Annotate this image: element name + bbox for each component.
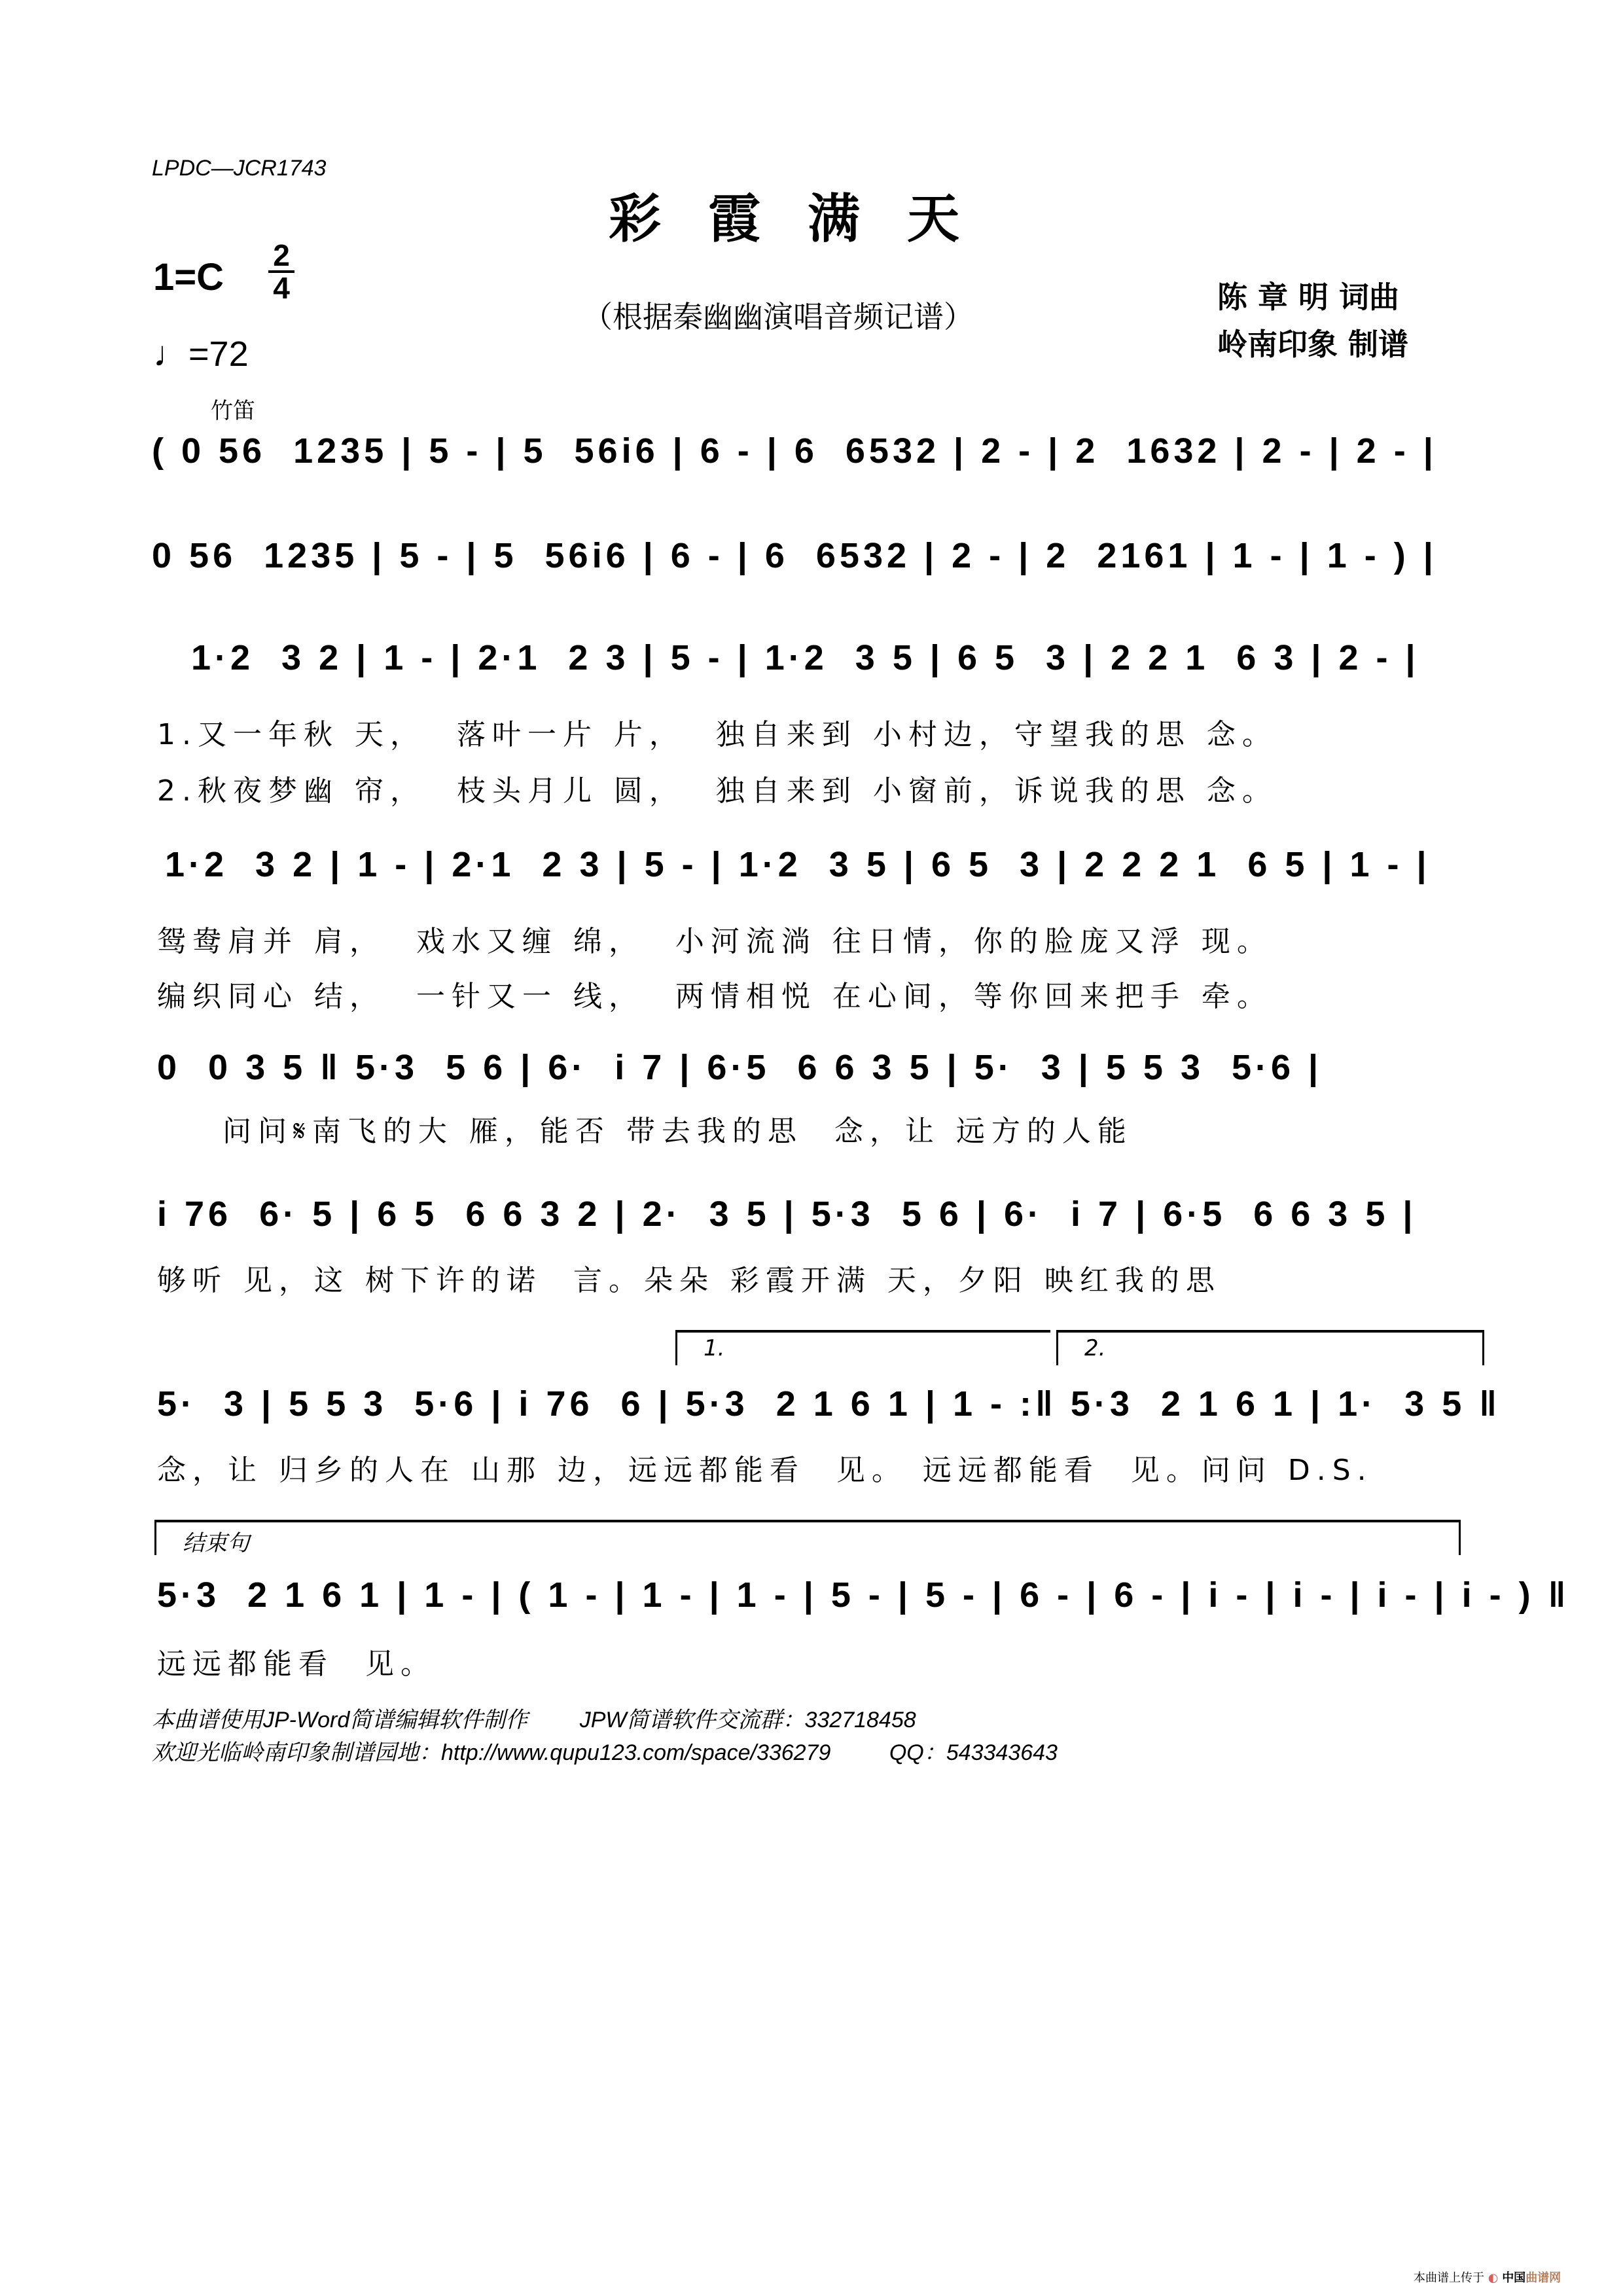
volta-1-label: 1. xyxy=(704,1335,725,1361)
time-signature xyxy=(268,238,294,305)
lyric-line: 问问𝄋南飞的大 雁，能否 带去我的思 念，让 远方的人能 xyxy=(191,1115,1133,1148)
lyric-line: 远远都能看 见。 xyxy=(157,1647,436,1681)
footer-line-2 xyxy=(152,1734,1058,1767)
brand-color: 曲谱网 xyxy=(1525,2271,1561,2285)
ending-label: 结束句 xyxy=(183,1530,249,1556)
score-code: LPDC—JCR1743 xyxy=(152,156,327,181)
notation-line: 1·2 3 2 | 1 - | 2·1 2 3 | 5 - | 1·2 3 5 | 6 5 3 | 2 2 1 6 3 | 2 - | xyxy=(191,638,1419,677)
composer-credit: 陈 章 明 词曲 xyxy=(1217,279,1400,315)
lyric-verse-2: 2.秋夜梦幽 帘， 枝头月儿 圆， 独自来到 小窗前，诉说我的思 念。 xyxy=(157,774,1277,808)
upload-prefix: 本曲谱上传于 xyxy=(1414,2271,1484,2285)
upload-watermark xyxy=(1414,2269,1561,2286)
lyric-verse-1: 鸳鸯肩并 肩， 戏水又缠 绵， 小河流淌 往日情，你的脸庞又浮 现。 xyxy=(157,925,1272,958)
instrument-label: 竹笛 xyxy=(211,398,255,424)
lyric-line: 念，让 归乡的人在 山那 边，远远都能看 见。 远远都能看 见。问问 D.S. xyxy=(157,1454,1373,1487)
time-signature-bottom: 4 xyxy=(273,271,290,305)
lyric-verse-2: 编织同心 结， 一针又一 线， 两情相悦 在心间，等你回来把手 牵。 xyxy=(157,980,1272,1013)
ending-bracket xyxy=(154,1520,1461,1555)
score-system-8 xyxy=(152,1518,1570,1689)
notation-line: 5· 3 | 5 5 3 5·6 | i 76 6 | 5·3 2 1 6 1 | 1 - :‖ 5·3 2 1 6 1 | 1· 3 5 ‖ xyxy=(157,1384,1501,1424)
lyric-verse-1: 1.又一年秋 天， 落叶一片 片， 独自来到 小村边，守望我的思 念。 xyxy=(157,718,1277,751)
score-system-5 xyxy=(152,1034,1487,1152)
score-system-1 xyxy=(152,393,1487,497)
lyric-line: 够听 见，这 树下许的诺 言。朵朵 彩霞开满 天，夕阳 映红我的思 xyxy=(157,1264,1221,1297)
key-signature: 1=C xyxy=(153,256,224,298)
website-link[interactable]: 欢迎光临岭南印象制谱园地：http://www.qupu123.com/space/336279 xyxy=(152,1740,831,1765)
notation-line: i 76 6· 5 | 6 5 6 6 3 2 | 2· 3 5 | 5·3 5 6 | 6· i 7 | 6·5 6 6 3 5 | xyxy=(157,1194,1417,1234)
score-system-2 xyxy=(152,511,1487,602)
tempo-marking: ♩=72 xyxy=(153,334,249,374)
subtitle: （根据秦幽幽演唱音频记谱） xyxy=(582,299,974,334)
score-system-4 xyxy=(152,825,1487,1021)
notation-line: 0 56 1235 | 5 - | 5 56i6 | 6 - | 6 6532 | 2 - | 2 2161 | 1 - | 1 - ) | xyxy=(152,536,1437,575)
volta-1-bracket xyxy=(675,1330,1050,1365)
volta-2-bracket xyxy=(1056,1330,1484,1365)
qq-contact: QQ：543343643 xyxy=(889,1740,1058,1765)
arranger-credit: 岭南印象 制谱 xyxy=(1217,327,1409,362)
footer-line-1 xyxy=(152,1702,916,1734)
time-signature-top: 2 xyxy=(273,238,290,272)
credits xyxy=(1217,274,1408,368)
volta-2-label: 2. xyxy=(1084,1335,1106,1361)
notation-line: 5·3 2 1 6 1 | 1 - | ( 1 - | 1 - | 1 - | 5 - | 5 - | 6 - | 6 - | i - | i - | i - | i - ) ‖ xyxy=(157,1575,1570,1615)
notation-line: 1·2 3 2 | 1 - | 2·1 2 3 | 5 - | 1·2 3 5 | 6 5 3 | 2 2 2 1 6 5 | 1 - | xyxy=(165,845,1431,884)
software-credit: 本曲谱使用JP-Word简谱编辑软件制作 xyxy=(152,1708,528,1732)
score-system-3 xyxy=(152,615,1487,812)
qq-group: JPW简谱软件交流群：332718458 xyxy=(579,1708,916,1732)
brand-black: 中国 xyxy=(1502,2271,1526,2285)
score-system-6 xyxy=(152,1178,1487,1296)
notation-line: ( 0 56 1235 | 5 - | 5 56i6 | 6 - | 6 6532 | 2 - | 2 1632 | 2 - | 2 - | xyxy=(152,431,1437,471)
score-system-7 xyxy=(152,1329,1501,1487)
notation-line: 0 0 3 5 ‖ 5·3 5 6 | 6· i 7 | 6·5 6 6 3 5 | 5· 3 | 5 5 3 5·6 | xyxy=(157,1048,1323,1087)
song-title: 彩霞满天 xyxy=(609,188,1007,249)
qupu-logo-icon: ◐ xyxy=(1488,2271,1499,2285)
